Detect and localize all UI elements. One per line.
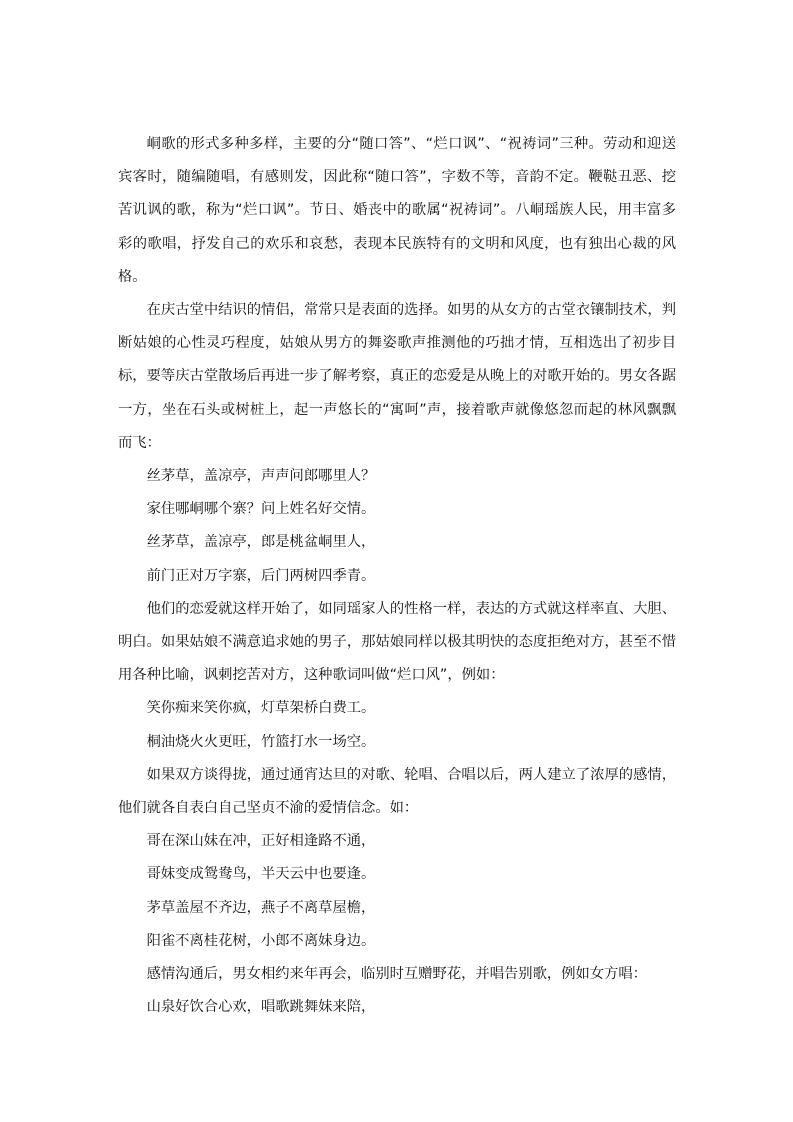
verse-line: 桐油烧火火更旺，竹篮打水一场空。 bbox=[146, 733, 376, 750]
paragraph-farewell: 感情沟通后，男女相约来年再会，临别时互赠野花，并唱告别歌，例如女方唱： bbox=[146, 966, 647, 983]
paragraph-vows: 如果双方谈得拢，通过通宵达旦的对歌、轮唱、合唱以后，两人建立了浓厚的感情，他们就各自表白自己坚贞不渝的爱情信念。如： bbox=[118, 766, 676, 817]
paragraph-courtship: 在庆古堂中结识的情侣，常常只是表面的选择。如男的从女方的古堂衣镶制技术，判断姑娘的心性灵巧程度，姑娘从男方的舞姿歌声推测他的巧拙才情，互相选出了初步目标，要等庆古堂散场后再进一步了解考察，真正的恋爱是从晚上的对歌开始的。男女各踞一方，坐在石头或树桩上，起一声悠长的“寓呵”声，接着歌声就像悠忽而起的林风飘飘而飞： bbox=[118, 302, 676, 451]
verse-line: 山泉好饮合心欢，唱歌跳舞妹来陪， bbox=[146, 999, 376, 1016]
paragraph-song-forms: 峒歌的形式多种多样，主要的分“随口答”、“烂口讽”、“祝祷词”三种。劳动和迎送宾客时，随编随唱，有感则发，因此称“随口答”，字数不等，音韵不定。鞭鞑丑恶、挖苦讥讽的歌，称为“烂口讽”。节日、婚丧中的歌属“祝祷词”。八峒瑶族人民，用丰富多彩的歌唱，抒发自己的欢乐和哀愁，表现本民族特有的文明和风度，也有独出心裁的风格。 bbox=[118, 136, 676, 285]
verse-line: 哥妹变成鸳鸯鸟，半天云中也要逢。 bbox=[146, 866, 376, 883]
verse-line: 丝茅草，盖凉亭，郎是桃盆峒里人， bbox=[146, 534, 376, 551]
verse-line: 阳雀不离桂花树，小郎不离妹身边。 bbox=[146, 932, 376, 949]
verse-line: 家住哪峒哪个寨？问上姓名好交情。 bbox=[146, 501, 376, 518]
document-body bbox=[118, 128, 676, 1024]
paragraph-love-begins: 他们的恋爱就这样开始了，如同瑶家人的性格一样，表达的方式就这样率直、大胆、明白。如果姑娘不满意追求她的男子，那姑娘同样以极其明快的态度拒绝对方，甚至不惜用各种比喻，讽刺挖苦对方，这种歌词叫做“烂口风”，例如： bbox=[118, 600, 676, 684]
verse-line: 哥在深山妹在冲，正好相逢路不通， bbox=[146, 833, 376, 850]
verse-line: 前门正对万字寨，后门两树四季青。 bbox=[146, 567, 376, 584]
verse-line: 笑你痴来笑你疯，灯草架桥白费工。 bbox=[146, 700, 376, 717]
verse-line: 茅草盖屋不齐边，燕子不离草屋檐， bbox=[146, 899, 376, 916]
verse-line: 丝茅草，盖凉亭，声声问郎哪里人？ bbox=[146, 468, 376, 485]
